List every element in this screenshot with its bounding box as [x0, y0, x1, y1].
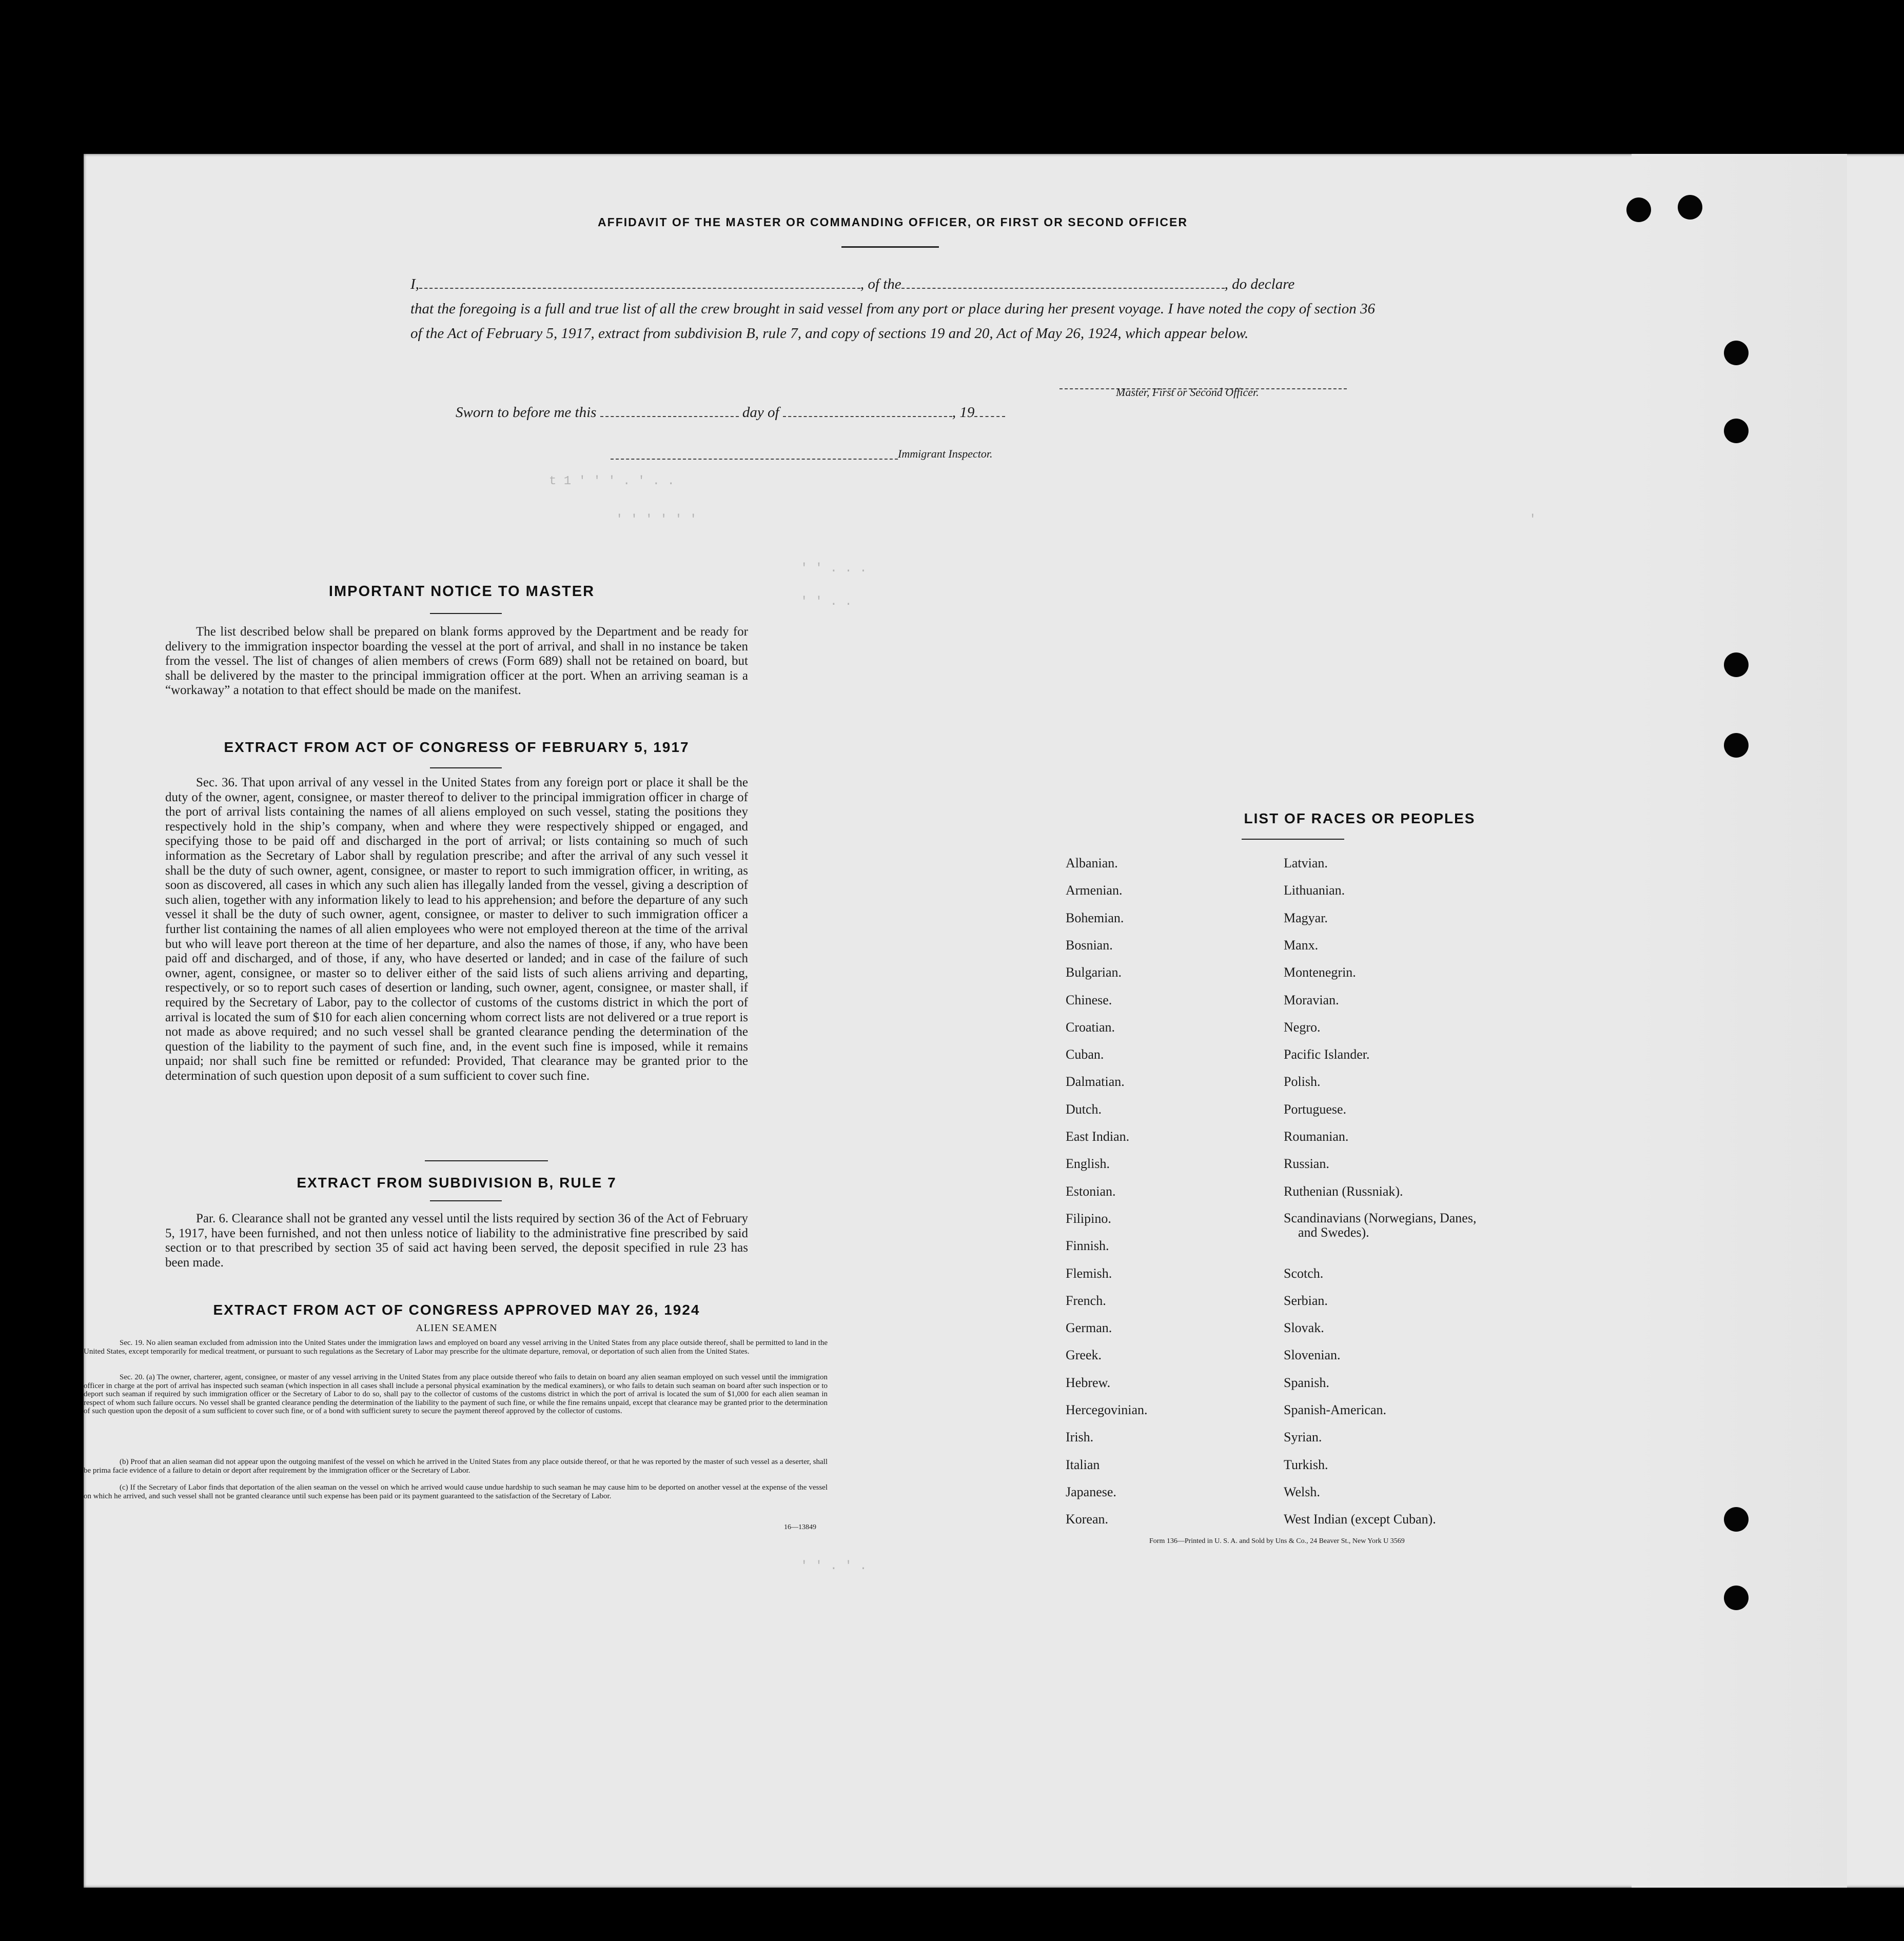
race-item: Dutch. — [1066, 1101, 1102, 1117]
race-item: Irish. — [1066, 1430, 1094, 1445]
race-item: Korean. — [1066, 1512, 1109, 1527]
sec20a-text: Sec. 20. (a) The owner, charterer, agent, consignee, or master of any vessel arriving in the United States from any place outside thereof who fails to detain on board any alien seaman employed on such vessel until the immigration officer in charge at the port of arrival has inspected such seaman (which inspection in all cases shall include a personal physical examination by the medical examiners), or who fails to detain such seaman on board after such inspection or to deport such seaman if required by such immigration officer or the Secretary of Labor to do so, shall pay to the collector of customs of the customs district in which the port of arrival is located the sum of $1,000 for each alien seaman in respect of whom such failure occurs. No vessel shall be granted clearance pending the determination of the liability to the payment of such fine, or while the fine remains unpaid, except that clearance may be granted prior to the determination of such question upon the deposit of a sum sufficient to cover such fine, or of a bond with sufficient surety to secure the payment thereof approved by the collector of customs. — [84, 1373, 828, 1415]
race-item: English. — [1066, 1156, 1110, 1172]
race-item: Lithuanian. — [1284, 883, 1345, 898]
notice-text: The list described below shall be prepared on blank forms approved by the Department and be ready for delivery to the immigration inspector boarding the vessel at the port of arrival, and shall in no instance be taken from the vessel. The list of changes of alien members of crews (Form 689) shall not be retained on board, but shall be delivered by the master to the principal immigration officer at the port. When an arriving seaman is a “workaway” a notation to that effect should be made on the manifest. — [165, 625, 748, 698]
rule7-bottom-rule — [430, 1200, 502, 1201]
race-item: Hercegovinian. — [1066, 1402, 1148, 1417]
bleed-through-text: ' ' . . . — [800, 562, 867, 576]
year-label: , 19 — [952, 404, 975, 421]
declaration-line — [410, 272, 1375, 296]
declarant-prefix: I, — [410, 276, 419, 292]
race-item: Hebrew. — [1066, 1375, 1111, 1390]
race-item: Scotch. — [1284, 1265, 1324, 1281]
bleed-through-text: ' ' . . — [800, 595, 852, 609]
master-signature-label: Master, First or Second Officer. — [1116, 386, 1259, 399]
race-item: Flemish. — [1066, 1265, 1112, 1281]
sworn-line — [456, 404, 1005, 421]
race-item: Estonian. — [1066, 1183, 1116, 1199]
race-item: Russian. — [1284, 1156, 1329, 1172]
race-item: Magyar. — [1284, 910, 1328, 925]
race-item: Albanian. — [1066, 856, 1118, 870]
race-item: Serbian. — [1284, 1293, 1328, 1308]
race-item: Finnish. — [1066, 1238, 1109, 1254]
race-item: Spanish-American. — [1284, 1402, 1387, 1417]
punch-hole — [1724, 733, 1749, 758]
race-item: Croatian. — [1066, 1019, 1115, 1035]
race-item: Bosnian. — [1066, 937, 1113, 953]
do-declare-label: , do declare — [1224, 276, 1295, 292]
declarant-name-field[interactable] — [419, 276, 860, 289]
punch-hole — [1724, 341, 1749, 365]
inspector-signature-line[interactable] — [611, 447, 898, 460]
punch-hole — [1724, 1507, 1749, 1532]
races-rule — [1242, 839, 1344, 840]
affidavit-title: AFFIDAVIT OF THE MASTER OR COMMANDING OFFICER, OR FIRST OR SECOND OFFICER — [598, 215, 1188, 229]
race-item: Slovenian. — [1284, 1348, 1341, 1363]
race-item: Welsh. — [1284, 1484, 1320, 1499]
title-rule — [841, 246, 939, 248]
bleed-through-text: t 1 ' ' ' . ' . . — [549, 474, 675, 488]
extract-1917-rule — [430, 767, 502, 768]
extract-1924-subtitle: ALIEN SEAMEN — [416, 1322, 498, 1334]
printer-note: Form 136—Printed in U. S. A. and Sold by Uns & Co., 24 Beaver St., New York U 3569 — [1149, 1537, 1405, 1545]
of-the-label: , of the — [860, 276, 901, 292]
rule7-top-rule — [425, 1160, 548, 1161]
vessel-name-field[interactable] — [901, 276, 1225, 289]
race-item: Cuban. — [1066, 1047, 1104, 1062]
scan-bleed-area — [1632, 154, 1847, 1888]
race-item: Polish. — [1284, 1074, 1321, 1090]
race-item: Ruthenian (Russniak). — [1284, 1183, 1403, 1199]
race-item: German. — [1066, 1320, 1112, 1336]
race-item: Pacific Islander. — [1284, 1047, 1370, 1062]
races-title: LIST OF RACES OR PEOPLES — [1244, 810, 1476, 826]
race-item: Montenegrin. — [1284, 965, 1356, 980]
race-item: Slovak. — [1284, 1320, 1324, 1336]
sworn-month-field[interactable] — [783, 405, 952, 417]
race-item: Portuguese. — [1284, 1101, 1347, 1117]
race-item: East Indian. — [1066, 1129, 1130, 1144]
bleed-through-text: ' ' ' ' ' ' — [616, 513, 697, 527]
race-item: Italian — [1066, 1457, 1100, 1472]
race-item: West Indian (except Cuban). — [1284, 1512, 1436, 1527]
day-of-label: day of — [742, 404, 779, 421]
race-item: Greek. — [1066, 1348, 1102, 1363]
race-item: Syrian. — [1284, 1430, 1322, 1445]
race-item: Roumanian. — [1284, 1129, 1349, 1144]
race-item: Latvian. — [1284, 856, 1328, 870]
race-item: Dalmatian. — [1066, 1074, 1125, 1090]
inspector-signature-label: Immigrant Inspector. — [898, 447, 993, 460]
bleed-through-text: ' ' . ' . — [800, 1559, 867, 1573]
sworn-day-field[interactable] — [600, 405, 739, 417]
notice-title: IMPORTANT NOTICE TO MASTER — [328, 583, 595, 600]
race-item: Bohemian. — [1066, 910, 1124, 925]
punch-hole — [1724, 652, 1749, 677]
punch-hole — [1724, 419, 1749, 443]
extract-rule7-text: Par. 6. Clearance shall not be granted any vessel until the lists required by section 36 of the Act of February 5, 1917, have been furnished, and not then unless notice of liability to the administrative fine prescribed by said section or to that prescribed by section 35 of said act having been served, the deposit specified in rule 23 has been made. — [165, 1212, 748, 1270]
extract-1917-title: EXTRACT FROM ACT OF CONGRESS OF FEBRUARY 5, 1917 — [224, 739, 690, 755]
race-item: Scandinavians (Norwegians, Danes, and Swedes). — [1284, 1210, 1477, 1240]
race-item: Armenian. — [1066, 883, 1123, 898]
sec19-text: Sec. 19. No alien seaman excluded from admission into the United States under the immigration laws and employed on board any vessel arriving in the United States from any place outside thereof, shall be permitted to land in the United States, except temporarily for medical treatment, or pursuant to such regulations as the Secretary of Labor may prescribe for the ultimate departure, removal, or deportation of such alien from the United States. — [84, 1339, 828, 1356]
race-item: Turkish. — [1284, 1457, 1328, 1472]
race-item: Bulgarian. — [1066, 965, 1122, 980]
sec20b-text: (b) Proof that an alien seaman did not appear upon the outgoing manifest of the vessel on which he arrived in the United States from any place outside thereof, or that he was reported by the master of such vessel as a deserter, shall be prima facie evidence of a failure to detain or deport after requirement by the immigration officer or the Secretary of Labor. — [84, 1458, 828, 1475]
form-code: 16—13849 — [784, 1523, 816, 1531]
punch-hole — [1626, 197, 1651, 222]
extract-1924-title: EXTRACT FROM ACT OF CONGRESS APPROVED MAY 26, 1924 — [213, 1302, 700, 1318]
sworn-year-field[interactable] — [974, 405, 1005, 417]
bleed-through-text: ' — [1529, 513, 1537, 527]
race-item: French. — [1066, 1293, 1106, 1308]
extract-rule7-title: EXTRACT FROM SUBDIVISION B, RULE 7 — [297, 1175, 617, 1191]
extract-1917-text: Sec. 36. That upon arrival of any vessel in the United States from any foreign port or place it shall be the duty of the owner, agent, consignee, or master thereof to deliver to the principal immigration officer in charge of the port of arrival lists containing the names of all aliens employed on such vessel, stating the positions they respectively hold in the ship’s company, when and where they were respectively shipped or engaged, and specifying those to be paid off and discharged in the port of arrival; or lists containing so much of such information as the Secretary of Labor shall by regulation prescribe; and after the arrival of any such vessel it shall be the duty of such owner, agent, consignee, or master to report to such immigration officer, in writing, as soon as discovered, all cases in which any such alien has illegally landed from the vessel, giving a description of such alien, together with any information likely to lead to his apprehension; and before the departure of any such vessel it shall be the duty of such owner, agent, consignee, or master to deliver to such immigration officer a further list containing the names of all alien employees who were not employed thereon at the time of the arrival but who will leave port thereon at the time of her departure, and also the names of those, if any, who have been paid off and discharged, and of those, if any, who have deserted or landed; and in case of the failure of such owner, agent, consignee, or master so to deliver either of the said lists of such aliens arriving and departing, respectively, or so to report such cases of desertion or landing, such owner, agent, consignee, or master shall, if required by the Secretary of Labor, pay to the collector of customs of the customs district in which the port of arrival is located the sum of $10 for each alien concerning whom correct lists are not delivered or a true report is not made as above required; and no such vessel shall be granted clearance pending the determination of the question of the liability to the payment of such fine, and, in the event such fine is imposed, while it remains unpaid; nor shall such fine be remitted or refunded: Provided, That clearance may be granted prior to the determination of such question upon deposit of a sum sufficient to cover such fine. — [165, 776, 748, 1083]
race-item: Filipino. — [1066, 1211, 1111, 1226]
race-item: Manx. — [1284, 937, 1319, 953]
race-item: Japanese. — [1066, 1484, 1116, 1499]
race-item: Negro. — [1284, 1019, 1321, 1035]
sec20c-text: (c) If the Secretary of Labor finds that deportation of the alien seaman on the vessel on which he arrived would cause undue hardship to such seaman he may cause him to be deported on another vessel at the expense of the vessel on which he arrived, and such vessel shall not be granted clearance until such expense has been paid or its payment guaranteed to the satisfaction of the Secretary of Labor. — [84, 1483, 828, 1500]
affidavit-block — [410, 272, 1375, 346]
race-item: Moravian. — [1284, 992, 1339, 1007]
notice-rule — [430, 613, 502, 614]
punch-hole — [1724, 1586, 1749, 1610]
race-item: Chinese. — [1066, 992, 1112, 1007]
race-item: Spanish. — [1284, 1375, 1329, 1390]
affidavit-statement: that the foregoing is a full and true list of all the crew brought in said vessel from any port or place during her present voyage. I have noted the copy of section 36 of the Act of February 5, 1917, extract from subdivision B, rule 7, and copy of sections 19 and 20, Act of May 26, 1924, which appear below. — [410, 301, 1375, 342]
sworn-prefix: Sworn to before me this — [456, 404, 597, 421]
punch-hole — [1678, 195, 1702, 220]
